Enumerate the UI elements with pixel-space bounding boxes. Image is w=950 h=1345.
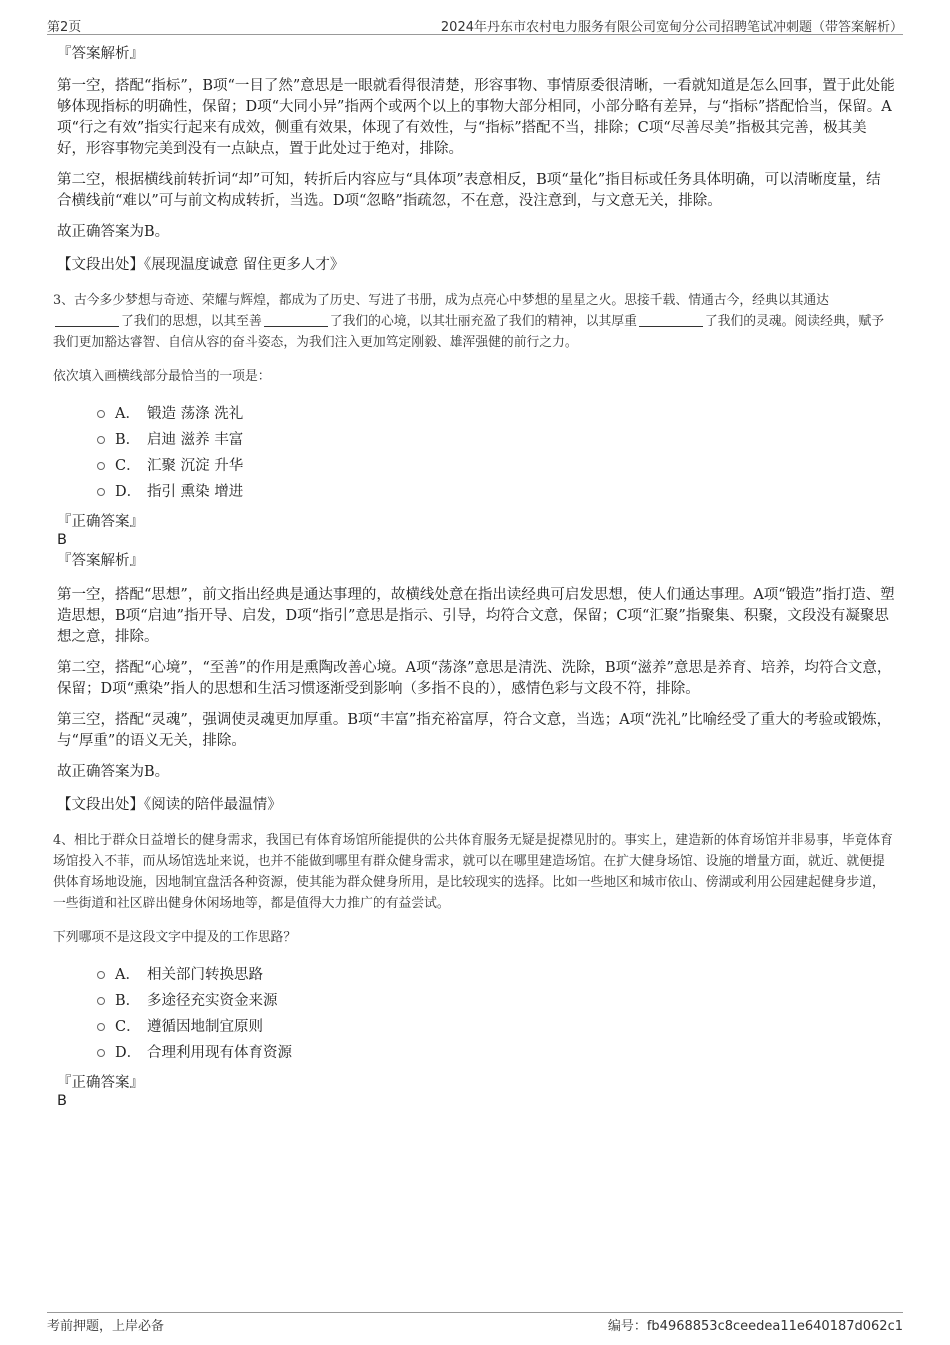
option-d[interactable]: D． 指引 熏染 增进 [97,479,895,505]
analysis-label: 『答案解析』 [57,46,144,62]
option-a[interactable]: A． 相关部门转换思路 [97,962,895,988]
radio-icon[interactable] [97,410,105,418]
analysis-paragraph: 第二空，搭配“心境”，“至善”的作用是熏陶改善心境。A项“荡涤”意思是清洗、洗除，B项“滋养”意思是养育、培养，均符合文意，保留；D项“熏染”指人的思想和生活习惯逐渐受到影响（多指不良的），感情色彩与文段不符，排除。 [57,660,892,697]
correct-answer: B [57,532,67,548]
passage-source: 【文段出处】《展现温度诚意 留住更多人才》 [57,257,345,273]
question-4-options [97,962,895,1066]
option-b[interactable]: B． 启迪 滋养 丰富 [97,427,895,453]
radio-icon[interactable] [97,1023,105,1031]
passage-source: 【文段出处】《阅读的陪伴最温情》 [57,797,282,813]
correct-answer-label: 『正确答案』 [57,1075,144,1091]
radio-icon[interactable] [97,997,105,1005]
document-title: 2024年丹东市农村电力服务有限公司宽甸分公司招聘笔试冲刺题（带答案解析） [440,20,903,35]
blank-line [639,312,703,327]
question-3-stem: 3、古今多少梦想与奇迹、荣耀与辉煌，都成为了历史、写进了书册，成为点亮心中梦想的星星之火。思接千载、情通古今，经典以其通达了我们的思想，以其至善 了我们的心境，以其壮丽充盈了我们的精神，以其厚重 了我们的灵魂。阅读经典，赋予我们更加豁达睿智、自信从容的奋斗姿态，为我们注入更加笃定刚毅、雄浑强健的前行之力。 [53,293,885,350]
option-d[interactable]: D． 合理利用现有体育资源 [97,1040,895,1066]
correct-answer: B [57,1093,67,1109]
option-c[interactable]: C． 遵循因地制宜原则 [97,1014,895,1040]
footer-slogan: 考前押题，上岸必备 [47,1319,165,1334]
analysis-paragraph: 第三空，搭配“灵魂”，强调使灵魂更加厚重。B项“丰富”指充裕富厚，符合文意，当选；A项“洗礼”比喻经受了重大的考验或锻炼，与“厚重”的语义无关，排除。 [57,712,892,749]
option-b[interactable]: B． 多途径充实资金来源 [97,988,895,1014]
option-c[interactable]: C． 汇聚 沉淀 升华 [97,453,895,479]
question-4-prompt: 下列哪项不是这段文字中提及的工作思路？ [53,930,297,945]
conclusion: 故正确答案为B。 [57,224,170,240]
question-4-stem: 4、相比于群众日益增长的健身需求，我国已有体育场馆所能提供的公共体育服务无疑是捉襟见肘的。事实上，建造新的体育场馆并非易事，毕竟体育场馆投入不菲，而从场馆选址来说，也并不能做到哪里有群众健身需求，就可以在哪里建造场馆。在扩大健身场馆、设施的增量方面，就近、就便提供体育场地设施，因地制宜盘活各种资源，使其能为群众健身所用，是比较现实的选择。比如一些地区和城市依山、傍湖或利用公园建起健身步道，一些街道和社区辟出健身休闲场地等，都是值得大力推广的有益尝试。 [53,833,893,911]
radio-icon[interactable] [97,971,105,979]
page-number: 第2页 [47,20,82,35]
page-footer [47,1312,903,1333]
question-3-options [97,401,895,505]
analysis-paragraph: 第二空，根据横线前转折词“却”可知，转折后内容应与“具体项”表意相反，B项“量化”指目标或任务具体明确，可以清晰度量，结合横线前“难以”可与前文构成转折，当选。D项“忽略”指疏忽，不在意，没注意到，与文意无关，排除。 [57,172,881,209]
blank-line [55,312,119,327]
analysis-paragraph: 第一空，搭配“指标”，B项“一目了然”意思是一眼就看得很清楚，形容事物、事情原委很清晰，一看就知道是怎么回事，置于此处能够体现指标的明确性，保留；D项“大同小异”指两个或两个以上的事物大部分相同，小部分略有差异，与“指标”搭配恰当，保留。A项“行之有效”指实行起来有成效，侧重有效果，体现了有效性，与“指标”搭配不当，排除；C项“尽善尽美”指极其完善，极其美好，形容事物完美到没有一点缺点，置于此处过于绝对，排除。 [57,78,895,157]
correct-answer-label: 『正确答案』 [57,514,144,530]
page-content [53,44,895,1112]
radio-icon[interactable] [97,488,105,496]
conclusion: 故正确答案为B。 [57,764,170,780]
analysis-paragraph: 第一空，搭配“思想”，前文指出经典是通达事理的，故横线处意在指出读经典可启发思想，使人们通达事理。A项“锻造”指打造、塑造思想，B项“启迪”指开导、启发，D项“指引”意思是指示、引导，均符合文意，保留；C项“汇聚”指聚集、积聚，文段没有凝聚思想之意，排除。 [57,587,895,645]
option-a[interactable]: A． 锻造 荡涤 洗礼 [97,401,895,427]
page-header [47,14,903,35]
radio-icon[interactable] [97,436,105,444]
document-id: 编号：fb4968853c8ceedea11e640187d062c1 [607,1319,903,1334]
blank-line [264,312,328,327]
radio-icon[interactable] [97,1049,105,1057]
question-3-prompt: 依次填入画横线部分最恰当的一项是： [53,369,271,384]
radio-icon[interactable] [97,462,105,470]
analysis-label: 『答案解析』 [57,553,144,569]
